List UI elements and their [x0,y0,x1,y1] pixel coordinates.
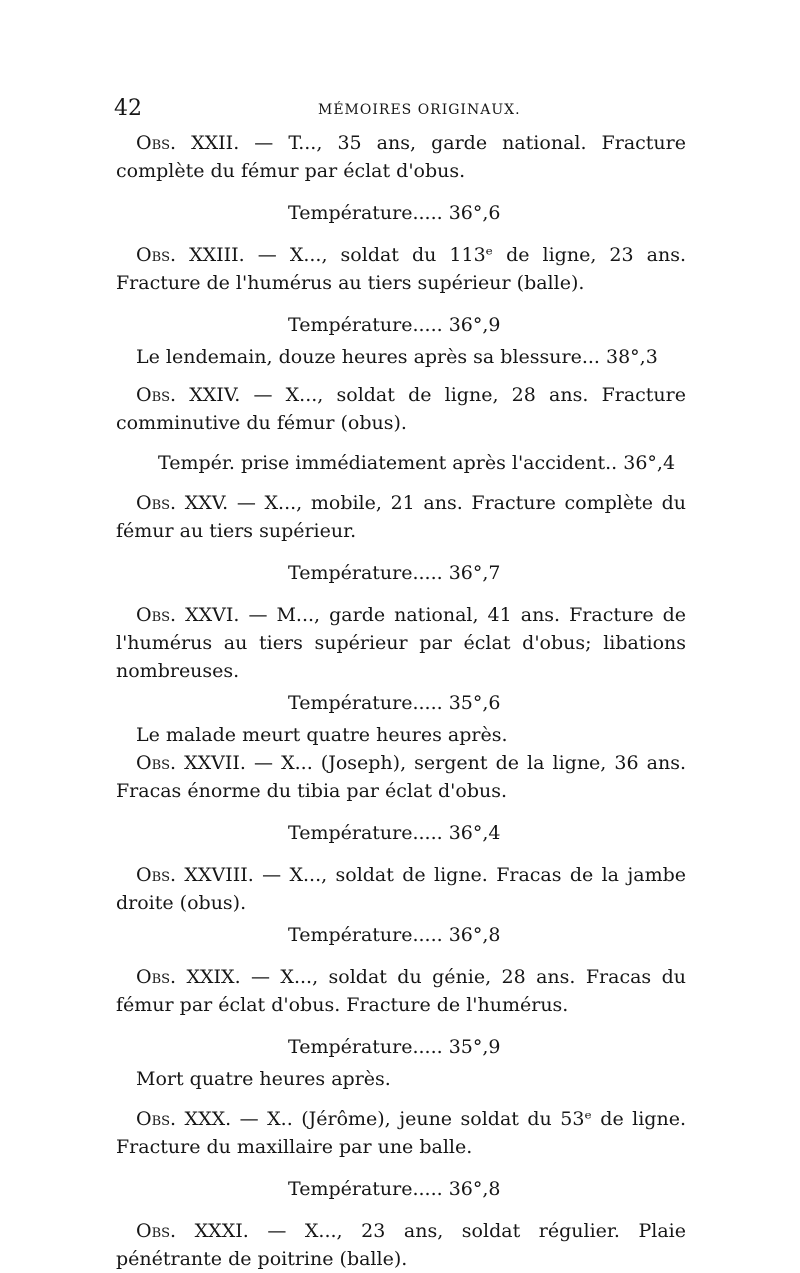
observation-text: — M..., garde national, 41 ans. Fracture de l'humérus au tiers supérieur par éclat d'obus; libations nombreuses. [116,604,686,682]
page-header [114,96,684,124]
observation-label: Obs. XXXI. [136,1220,249,1242]
observation-30 [116,1105,686,1161]
temperature-line: Température..... 35°,9 [288,1036,501,1058]
running-head: MÉMOIRES ORIGINAUX. [318,102,521,118]
observation-label: Obs. XXVI. [136,604,240,626]
temperature-line: Température..... 36°,8 [288,1178,501,1200]
observation-label: Obs. XXX. [136,1108,232,1130]
observation-text: — X..., soldat de ligne, 28 ans. Fracture comminutive du fémur (obus). [116,384,686,434]
temperature-line: Température..... 36°,4 [288,822,501,844]
observation-label: Obs. XXVIII. [136,864,254,886]
observation-text: — X..., mobile, 21 ans. Fracture complète du fémur au tiers supérieur. [116,492,686,542]
observation-label: Obs. XXV. [136,492,229,514]
temperature-line: Température..... 35°,6 [288,692,501,714]
observation-28 [116,861,686,917]
observation-note: Mort quatre heures après. [136,1068,391,1090]
observation-label: Obs. XXVII. [136,752,246,774]
observation-23 [116,241,686,297]
temperature-line: Température..... 36°,9 [288,314,501,336]
observation-text: — X..., soldat de ligne. Fracas de la jambe droite (obus). [116,864,687,914]
observation-26 [116,601,686,685]
observation-label: Obs. XXII. [136,132,240,154]
page-number: 42 [114,96,142,121]
observation-label: Obs. XXIX. [136,966,241,988]
observation-text: — T..., 35 ans, garde national. Fracture complète du fémur par éclat d'obus. [116,132,686,182]
observation-27 [116,749,686,805]
temperature-line: Température..... 36°,7 [288,562,501,584]
observation-label: Obs. XXIV. [136,384,241,406]
observation-text: — X.. (Jérôme), jeune soldat du 53ᵉ de ligne. Fracture du maxillaire par une balle. [116,1108,686,1158]
observation-text: — X..., soldat du 113ᵉ de ligne, 23 ans. Fracture de l'humérus au tiers supérieur (balle). [116,244,686,294]
temperature-line: Température..... 36°,6 [288,202,501,224]
observation-25 [116,489,686,545]
temperature-line: Tempér. prise immédiatement après l'accident.. 36°,4 [158,452,676,474]
observation-text: — X..., soldat du génie, 28 ans. Fracas du fémur par éclat d'obus. Fracture de l'humérus. [116,966,686,1016]
observation-31 [116,1217,686,1273]
observation-text: — X..., 23 ans, soldat régulier. Plaie pénétrante de poitrine (balle). [116,1220,686,1270]
document-body [116,129,686,1273]
observation-note: Le malade meurt quatre heures après. [136,724,508,746]
observation-22 [116,129,686,185]
observation-29 [116,963,686,1019]
observation-text: — X... (Joseph), sergent de la ligne, 36 ans. Fracas énorme du tibia par éclat d'obus. [116,752,686,802]
observation-24 [116,381,686,437]
observation-note: Le lendemain, douze heures après sa blessure... 38°,3 [136,346,658,368]
observation-label: Obs. XXIII. [136,244,245,266]
temperature-line: Température..... 36°,8 [288,924,501,946]
